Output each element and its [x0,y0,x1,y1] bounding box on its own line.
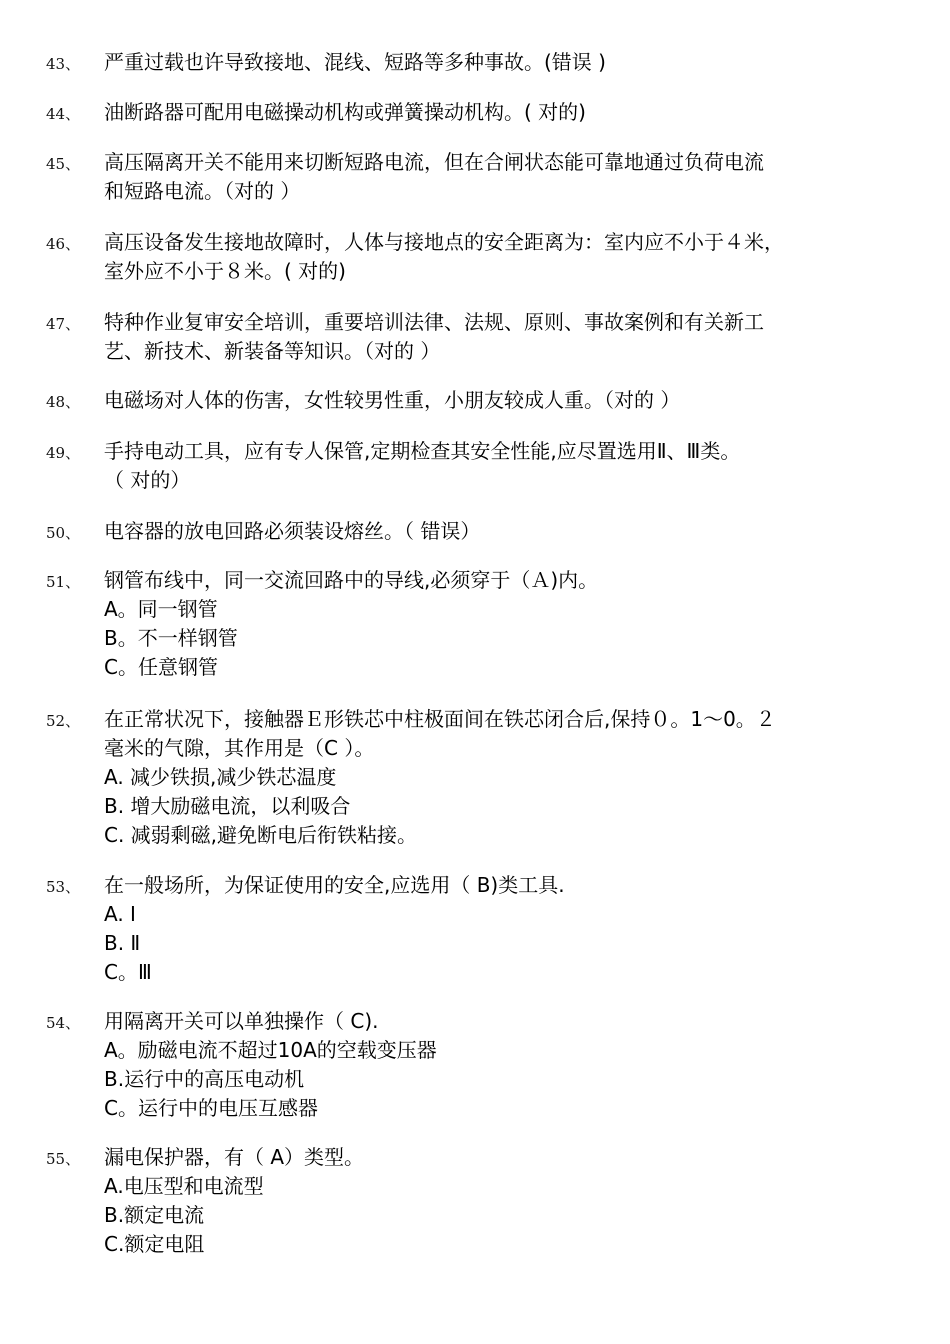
option-a: A。同一钢管 [104,597,218,621]
question-number: 45、 [46,155,81,173]
option-b: B. Ⅱ [104,931,141,955]
question-text: 在一般场所，为保证使用的安全,应选用（ B)类工具. [104,873,565,897]
option-c: C。任意钢管 [104,655,218,679]
question-number: 49、 [46,444,81,462]
option-c: C。Ⅲ [104,960,152,984]
question-text: 漏电保护器，有（ A）类型。 [104,1145,365,1169]
question-text: 高压隔离开关不能用来切断短路电流，但在合闸状态能可靠地通过负荷电流 和短路电流。（对的 ） [104,150,764,203]
question-text: 电磁场对人体的伤害，女性较男性重，小朋友较成人重。（对的 ） [104,388,681,412]
question-number: 50、 [46,524,81,542]
question-number: 46、 [46,235,81,253]
question-number: 52、 [46,712,81,730]
option-b: B.运行中的高压电动机 [104,1067,305,1091]
question-text: 特种作业复审安全培训，重要培训法律、法规、原则、事故案例和有关新工 艺、新技术、新装备等知识。（对的 ） [104,310,764,363]
question-number: 53、 [46,878,81,896]
question-text: 高压设备发生接地故障时，人体与接地点的安全距离为：室内应不小于４米， 室外应不小于８米。( 对的) [104,230,784,283]
question-number: 51、 [46,573,81,591]
option-a: A. 减少铁损,减少铁芯温度 [104,765,337,789]
option-b: B。不一样钢管 [104,626,238,650]
question-number: 54、 [46,1014,81,1032]
question-number: 48、 [46,393,81,411]
question-text: 用隔离开关可以单独操作（ C). [104,1009,379,1033]
question-number: 55、 [46,1150,81,1168]
option-b: B. 增大励磁电流，以利吸合 [104,794,351,818]
question-text: 严重过载也许导致接地、混线、短路等多种事故。(错误 ) [104,50,606,74]
option-a: A. Ⅰ [104,902,136,926]
question-text: 手持电动工具，应有专人保管,定期检查其安全性能,应尽置选用Ⅱ、Ⅲ类。 （ 对的） [104,439,741,492]
question-number: 47、 [46,315,81,333]
question-text: 油断路器可配用电磁操动机构或弹簧操动机构。( 对的) [104,100,586,124]
option-a: A.电压型和电流型 [104,1174,264,1198]
question-number: 43、 [46,55,81,73]
option-c: C.额定电阻 [104,1232,205,1256]
question-number: 44、 [46,105,81,123]
question-text: 在正常状况下，接触器Ｅ形铁芯中柱极面间在铁芯闭合后,保持０。1～0。２ 毫米的气隙，其作用是（C ）。 [104,707,776,760]
option-a: A。励磁电流不超过10A的空载变压器 [104,1038,437,1062]
option-c: C。运行中的电压互感器 [104,1096,318,1120]
question-text: 钢管布线中，同一交流回路中的导线,必须穿于（Ａ)内。 [104,568,599,592]
option-b: B.额定电流 [104,1203,205,1227]
option-c: C. 减弱剩磁,避免断电后衔铁粘接。 [104,823,418,847]
question-text: 电容器的放电回路必须装设熔丝。（ 错误） [104,519,481,543]
